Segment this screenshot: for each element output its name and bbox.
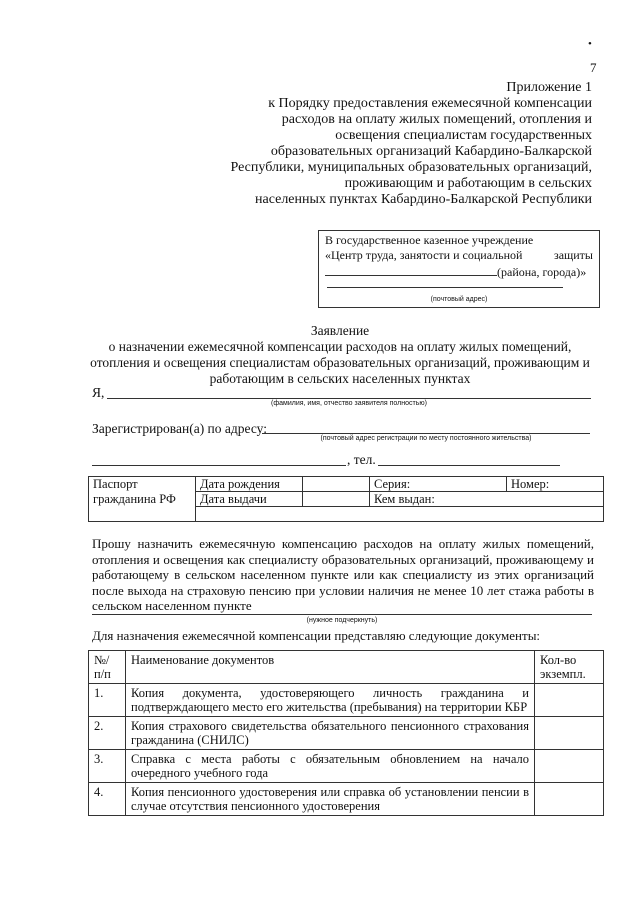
passport-table: [88, 476, 604, 522]
page-number: 7: [590, 60, 597, 75]
num-header-2: п/п: [94, 667, 111, 681]
passport-label-2: гражданина РФ: [93, 492, 176, 506]
annex-line: Республики, муниципальных образовательных организаций,: [230, 160, 592, 175]
annex-header: [152, 80, 592, 208]
row-num: 2.: [89, 717, 126, 750]
col-header-count: [535, 651, 604, 684]
count-header: Кол-во: [540, 653, 577, 667]
annex-line: проживающим и работающим в сельских: [344, 176, 592, 191]
postal-address-caption: (почтовый адрес): [430, 296, 488, 303]
birth-date-label: Дата рождения: [196, 477, 303, 492]
recipient-line-2b: защиты: [553, 248, 593, 262]
series-field[interactable]: [370, 477, 507, 492]
col-header-num: [89, 651, 126, 684]
recipient-line-1: В государственное казенное учреждение: [325, 233, 534, 247]
registered-address-field[interactable]: [262, 433, 590, 434]
annex-line: расходов на оплату жилых помещений, отопления и: [281, 112, 592, 127]
col-header-name: Наименование документов: [126, 651, 535, 684]
address-continuation-field[interactable]: [92, 465, 346, 466]
annex-line: Приложение 1: [506, 80, 592, 95]
registered-address-caption: (почтовый адрес регистрации по месту постоянного жительства): [320, 435, 532, 442]
passport-label-cell: [89, 477, 196, 522]
row-count-field[interactable]: [535, 684, 604, 717]
annex-line: освещения специалистам государственных: [335, 128, 592, 143]
statement-title: Заявление: [310, 323, 370, 338]
issued-by-label: Кем выдан:: [374, 492, 435, 506]
row-num: 1.: [89, 684, 126, 717]
registered-address-label: Зарегистрирован(а) по адресу:: [92, 421, 267, 436]
num-header: №/: [94, 653, 110, 667]
table-row: [89, 717, 604, 750]
count-header-2: экземпл.: [540, 667, 586, 681]
full-name-caption: (фамилия, имя, отчество заявителя полностью): [271, 400, 427, 407]
row-count-field[interactable]: [535, 750, 604, 783]
annex-line: образовательных организаций Кабардино-Балкарской: [270, 144, 592, 159]
subtitle-line: отопления и освещения специалистам образовательных организаций, проживающим и: [90, 355, 590, 370]
postal-address-field[interactable]: [327, 287, 563, 288]
birth-date-field[interactable]: [303, 477, 370, 492]
district-suffix: (района, города)»: [497, 265, 587, 279]
request-underline: [92, 614, 592, 615]
subtitle-line: работающим в сельских населенных пунктах: [209, 371, 471, 386]
subtitle-line: о назначении ежемесячной компенсации расходов на оплату жилых помещений,: [108, 339, 572, 354]
annex-line: населенных пунктах Кабардино-Балкарской Республики: [255, 192, 592, 207]
ya-label: Я,: [92, 385, 105, 400]
request-paragraph: Прошу назначить ежемесячную компенсацию расходов на оплату жилых помещений, отопления и освещения как специалисту образовательных организаций, проживающему и работающему в сельском населенном пункте или как специалисту из этих организаций после выхода на страховую пенсию при условии наличия не менее 10 лет стажа работы в сельском населенном пункте: [92, 536, 594, 613]
series-label: Серия:: [374, 477, 411, 491]
documents-intro: Для назначения ежемесячной компенсации представляю следующие документы:: [92, 628, 541, 643]
row-num: 3.: [89, 750, 126, 783]
phone-label: , тел.: [347, 452, 376, 467]
number-label: Номер:: [511, 477, 550, 491]
table-header-row: [89, 651, 604, 684]
issue-date-field[interactable]: [303, 492, 370, 507]
recipient-line-2a: «Центр труда, занятости и социальной: [325, 248, 523, 262]
row-count-field[interactable]: [535, 783, 604, 816]
statement-subtitle: [60, 339, 620, 387]
row-count-field[interactable]: [535, 717, 604, 750]
number-field[interactable]: [507, 477, 604, 492]
row-num: 4.: [89, 783, 126, 816]
page-dot-mark: •: [588, 38, 592, 50]
table-row: [89, 750, 604, 783]
issued-by-continuation[interactable]: [196, 507, 604, 522]
phone-field[interactable]: [378, 465, 560, 466]
annex-line: к Порядку предоставления ежемесячной компенсации: [268, 96, 592, 111]
row-document-name: Справка с места работы с обязательным обновлением на начало очередного учебного года: [126, 750, 535, 783]
passport-label: Паспорт: [93, 477, 138, 491]
underline-caption: (нужное подчеркнуть): [306, 617, 378, 624]
full-name-field[interactable]: [107, 398, 591, 399]
row-document-name: Копия пенсионного удостоверения или справка об установлении пенсии в случае отсутствия пенсионного удостоверения: [126, 783, 535, 816]
district-field[interactable]: [325, 263, 497, 276]
recipient-address-box: [318, 230, 600, 308]
issued-by-field[interactable]: [370, 492, 604, 507]
documents-table: [88, 650, 604, 816]
issue-date-label: Дата выдачи: [196, 492, 303, 507]
row-document-name: Копия документа, удостоверяющего личность гражданина и подтверждающего место его жительства (пребывания) на территории КБР: [126, 684, 535, 717]
recipient-line-2: [325, 248, 593, 263]
row-document-name: Копия страхового свидетельства обязательного пенсионного страхования гражданина (СНИЛС): [126, 717, 535, 750]
table-row: [89, 783, 604, 816]
table-row: [89, 684, 604, 717]
recipient-line-3: [325, 263, 593, 280]
